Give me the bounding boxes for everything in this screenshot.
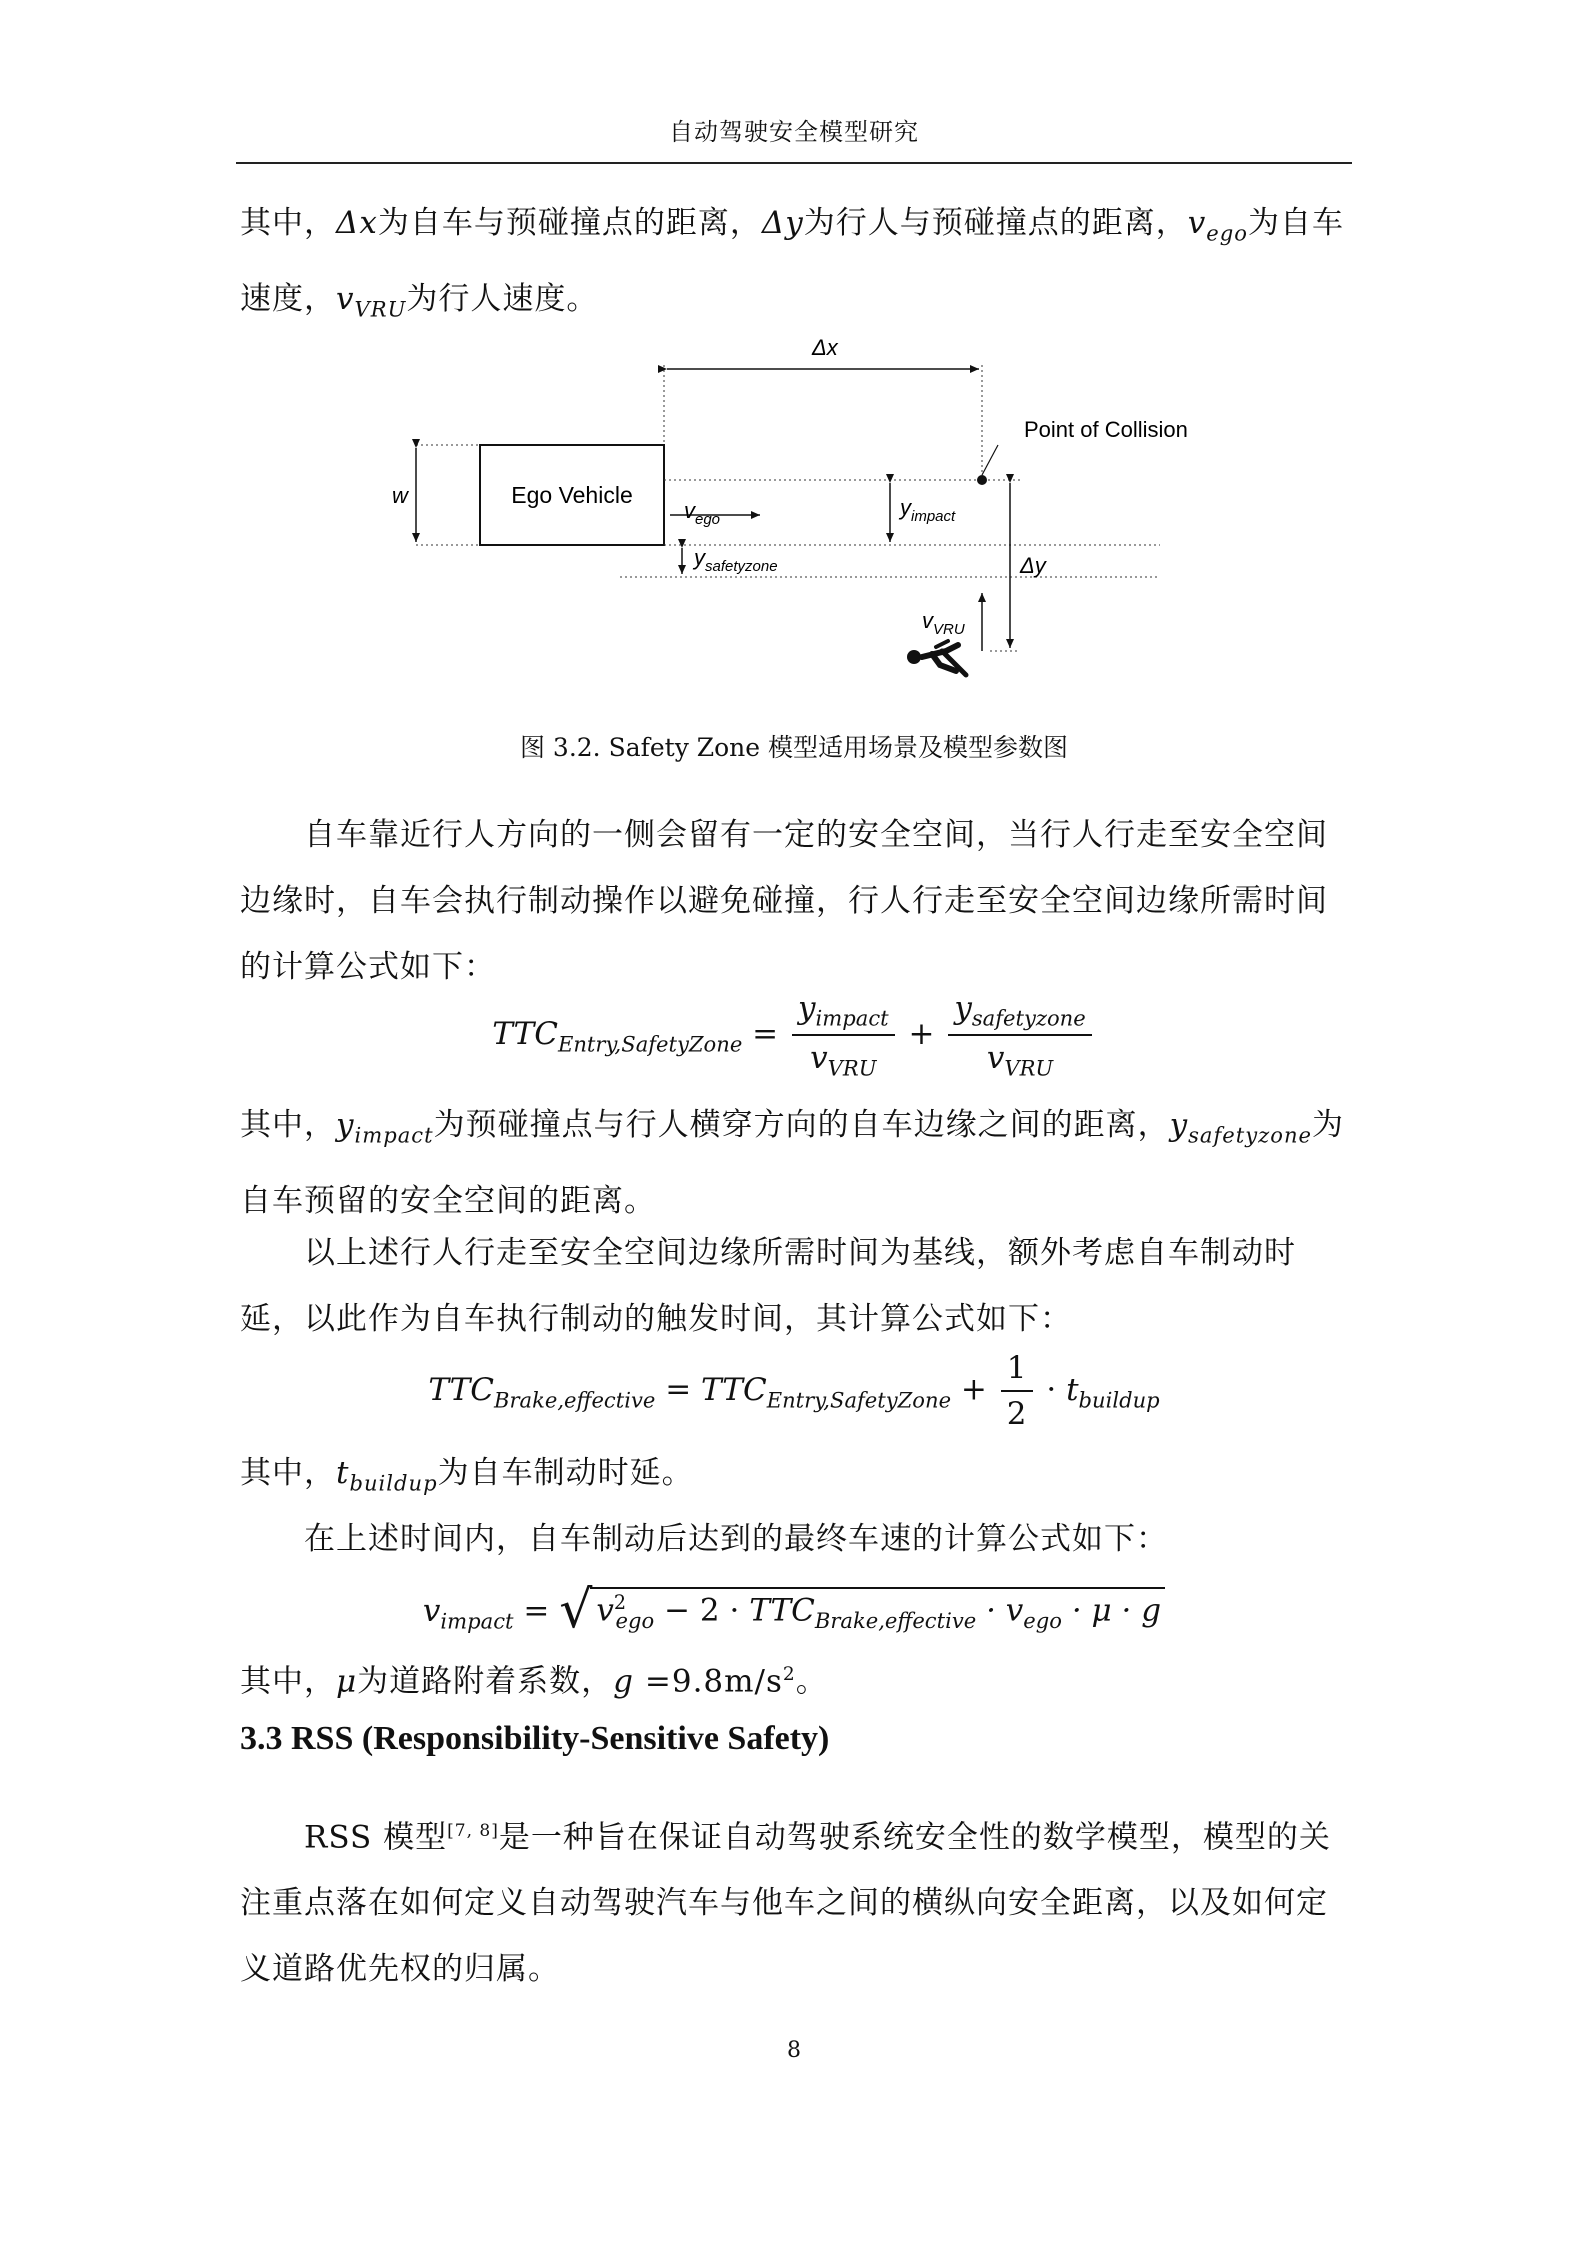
collision-point (977, 475, 987, 485)
paragraph-brake-trigger: 以上述行人行走至安全空间边缘所需时间为基线，额外考虑自车制动时延，以此作为自车执行制动的触发时间，其计算公式如下： (240, 1235, 1296, 1337)
eq1-lhs: $TTC_{Entry,SafetyZone}$ (492, 1015, 743, 1057)
citation-ref: [7, 8] (447, 1821, 499, 1841)
y-impact-label: $y_{impact}$ (900, 495, 956, 525)
equation-ttc-entry (0, 990, 1588, 1081)
math-y-impact: $y_{impact}$ (336, 1107, 434, 1148)
paragraph-safety-space: 自车靠近行人方向的一侧会留有一定的安全空间，当行人行走至安全空间边缘时，自车会执行制动操作以避免碰撞，行人行走至安全空间边缘所需时间的计算公式如下： (240, 817, 1328, 985)
paragraph-final-speed: 在上述时间内，自车制动后达到的最终车速的计算公式如下： (304, 1521, 1168, 1557)
math-y-safetyzone: $y_{safetyzone}$ (1169, 1107, 1312, 1148)
math-mu: μ (336, 1663, 358, 1700)
paragraph-rss-intro: RSS 模型[7, 8]是一种旨在保证自动驾驶系统安全性的数学模型，模型的关注重点落在如何定义自动驾驶汽车与他车之间的横纵向安全距离，以及如何定义道路优先权的归属。 (240, 1819, 1331, 1988)
y-safetyzone-label: $y_{safetyzone}$ (694, 545, 778, 575)
v-vru-label: $v_{VRU}$ (922, 608, 965, 638)
math-v-ego: $v_{ego}$ (1187, 205, 1248, 246)
paragraph-y-definitions: 其中，$y_{impact}$为预碰撞点与行人横穿方向的自车边缘之间的距离，$y_{safetyzone}$为自车预留的安全空间的距离。 (240, 1107, 1344, 1220)
text: 为自车速度， (240, 205, 1344, 318)
math-g: g (613, 1663, 635, 1700)
equation-ttc-brake: $TTC_{Brake,effective} = TTC_{Entry,SafetyZone}$ + $\frac{1}{2}$ · $t_{buildup}$ (428, 1350, 1160, 1432)
safety-zone-figure (380, 325, 1260, 695)
math-dy: Δy (761, 205, 804, 241)
running-header: 自动驾驶安全模型研究 (669, 118, 919, 146)
dy-label: Δy (1020, 553, 1046, 578)
dx-label: Δx (812, 335, 838, 360)
v-ego-label: $v_{ego}$ (684, 498, 721, 528)
sqrt-icon: √ (559, 1580, 593, 1640)
eq2-lhs: $TTC_{Brake,effective}$ (428, 1371, 656, 1412)
eq2-half: $\frac{1}{2}$ (1001, 1350, 1033, 1432)
pedestrian-icon (907, 641, 966, 675)
w-label: w (392, 483, 408, 508)
eq1-plus: + (908, 1015, 935, 1052)
eq1-fraction-safetyzone: $\frac{y_{safetyzone}}{v_{VRU}}$ (948, 990, 1091, 1081)
eq2-t-buildup: $t_{buildup}$ (1066, 1371, 1160, 1412)
header-rule (236, 162, 1352, 164)
eq1-equals: = (752, 1015, 779, 1052)
math-v-vru: $v_{VRU}$ (336, 281, 407, 322)
equation-v-impact: $v_{impact}$ = √ $v^2_{ego} - 2 \cdot TTC_{Brake,effective} \cdot v_{ego} \cdot \mu \cdot g$ (0, 1580, 1588, 1640)
paragraph-mu-g: 其中，μ为道路附着系数，$g =9.8m/s^2$。 (240, 1663, 828, 1700)
eq3-lhs: $v_{impact}$ (422, 1593, 514, 1634)
text: 为行人与预碰撞点的距离， (803, 205, 1188, 241)
section-heading-rss: 3.3 RSS (Responsibility-Sensitive Safety) (240, 1720, 830, 1757)
paragraph-t-buildup: 其中，$t_{buildup}$为自车制动时延。 (240, 1455, 694, 1496)
page-number: 8 (787, 2038, 801, 2063)
text: 为自车与预碰撞点的距离， (377, 205, 762, 241)
math-t-buildup: $t_{buildup}$ (336, 1455, 438, 1496)
text: 为行人速度。 (406, 281, 599, 318)
point-of-collision-label: Point of Collision (1024, 417, 1188, 442)
math-dx: Δx (336, 205, 378, 241)
paragraph-variable-definitions (240, 190, 1352, 343)
figure-caption: 图 3.2. Safety Zone 模型适用场景及模型参数图 (519, 733, 1069, 762)
collision-leader-line (982, 445, 998, 475)
ego-vehicle-label: Ego Vehicle (511, 482, 633, 508)
eq1-fraction-impact: $\frac{y_{impact}}{v_{VRU}}$ (792, 990, 895, 1081)
text: 其中， (240, 205, 336, 241)
eq2-rhs-ttc: $TTC_{Entry,SafetyZone}$ (701, 1371, 952, 1412)
eq3-radicand: $v^2_{ego} - 2 \cdot TTC_{Brake,effective} \cdot v_{ego} \cdot \mu \cdot g$ (590, 1587, 1165, 1633)
